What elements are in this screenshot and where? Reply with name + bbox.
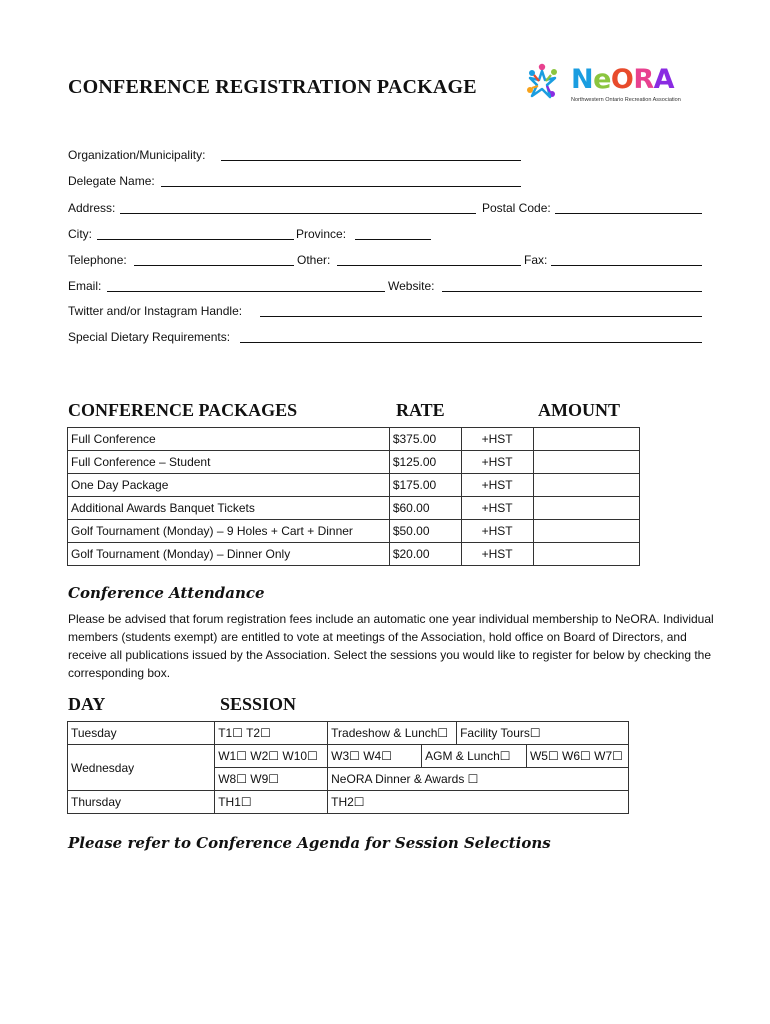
website-field[interactable] [442,291,702,292]
package-amount-field[interactable] [533,543,640,566]
session-th1[interactable]: TH1☐ [215,791,328,814]
organization-label: Organization/Municipality: [68,148,206,162]
other-field[interactable] [337,265,521,266]
logo-subtitle: Northwestern Ontario Recreation Association [571,97,681,103]
session-w3-w4[interactable]: W3☐ W4☐ [328,745,422,768]
package-amount-field[interactable] [533,474,640,497]
packages-heading: CONFERENCE PACKAGES [68,400,298,420]
packages-table [67,427,640,566]
package-name: Golf Tournament (Monday) – Dinner Only [68,543,390,566]
session-w8-w9[interactable]: W8☐ W9☐ [215,768,328,791]
sessions-table [67,721,629,814]
attendance-body: Please be advised that forum registration fees include an automatic one year individual membership to NeORA. Individual members (students exempt) are entitled to vote at meetings of the Association, hold office on Board of Directors, and receive all publications issued by the Association. Select the sessions you would like to register for below by checking the corresponding box. [68,612,714,680]
day-heading: DAY [68,694,106,714]
day-wednesday: Wednesday [68,745,215,791]
package-tax: +HST [461,497,533,520]
fax-field[interactable] [551,265,702,266]
session-heading: SESSION [220,694,297,714]
package-name: Golf Tournament (Monday) – 9 Holes + Cart + Dinner [68,520,390,543]
email-label: Email: [68,279,102,293]
organization-field[interactable] [221,160,521,161]
table-row [68,497,640,520]
session-agm-lunch[interactable]: AGM & Lunch☐ [422,745,527,768]
province-field[interactable] [355,239,431,240]
email-field[interactable] [107,291,385,292]
package-amount-field[interactable] [533,451,640,474]
table-row [68,474,640,497]
province-label: Province: [296,227,347,241]
postal-field[interactable] [555,213,702,214]
twitter-field[interactable] [260,316,702,317]
package-tax: +HST [461,474,533,497]
session-dinner-awards[interactable]: NeORA Dinner & Awards ☐ [328,768,629,791]
amount-heading: AMOUNT [538,400,620,420]
package-rate: $50.00 [389,520,461,543]
package-tax: +HST [461,543,533,566]
dietary-field[interactable] [240,342,702,343]
delegate-label: Delegate Name: [68,174,155,188]
package-amount-field[interactable] [533,520,640,543]
page-title: CONFERENCE REGISTRATION PACKAGE [68,76,477,98]
telephone-label: Telephone: [68,253,127,267]
website-label: Website: [388,279,435,293]
package-rate: $375.00 [389,428,461,451]
package-amount-field[interactable] [533,428,640,451]
table-row [68,451,640,474]
table-row [68,722,629,745]
package-rate: $60.00 [389,497,461,520]
day-tuesday: Tuesday [68,722,215,745]
delegate-field[interactable] [161,186,521,187]
package-tax: +HST [461,520,533,543]
session-w5-w6-w7[interactable]: W5☐ W6☐ W7☐ [526,745,628,768]
package-amount-field[interactable] [533,497,640,520]
rate-heading: RATE [396,400,445,420]
city-label: City: [68,227,92,241]
session-tradeshow-lunch[interactable]: Tradeshow & Lunch☐ [328,722,457,745]
logo-letters: NeORA [571,64,675,95]
day-thursday: Thursday [68,791,215,814]
attendance-heading: Conference Attendance [68,584,265,602]
package-name: One Day Package [68,474,390,497]
address-field[interactable] [120,213,476,214]
session-th2[interactable]: TH2☐ [328,791,629,814]
session-w1-w2-w10[interactable]: W1☐ W2☐ W10☐ [215,745,328,768]
telephone-field[interactable] [134,265,294,266]
package-name: Full Conference [68,428,390,451]
other-label: Other: [297,253,331,267]
twitter-label: Twitter and/or Instagram Handle: [68,304,243,318]
table-row [68,520,640,543]
table-row [68,428,640,451]
city-field[interactable] [97,239,294,240]
table-row [68,791,629,814]
table-row [68,745,629,768]
package-rate: $175.00 [389,474,461,497]
package-name: Additional Awards Banquet Tickets [68,497,390,520]
package-rate: $125.00 [389,451,461,474]
table-row [68,543,640,566]
logo-wordmark [571,64,674,95]
package-rate: $20.00 [389,543,461,566]
dietary-label: Special Dietary Requirements: [68,330,231,344]
address-label: Address: [68,201,116,215]
session-t1-t2[interactable]: T1☐ T2☐ [215,722,328,745]
postal-label: Postal Code: [482,201,551,215]
package-tax: +HST [461,428,533,451]
fax-label: Fax: [524,253,548,267]
package-tax: +HST [461,451,533,474]
agenda-note: Please refer to Conference Agenda for Session Selections [68,834,551,852]
package-name: Full Conference – Student [68,451,390,474]
session-facility-tours[interactable]: Facility Tours☐ [457,722,629,745]
